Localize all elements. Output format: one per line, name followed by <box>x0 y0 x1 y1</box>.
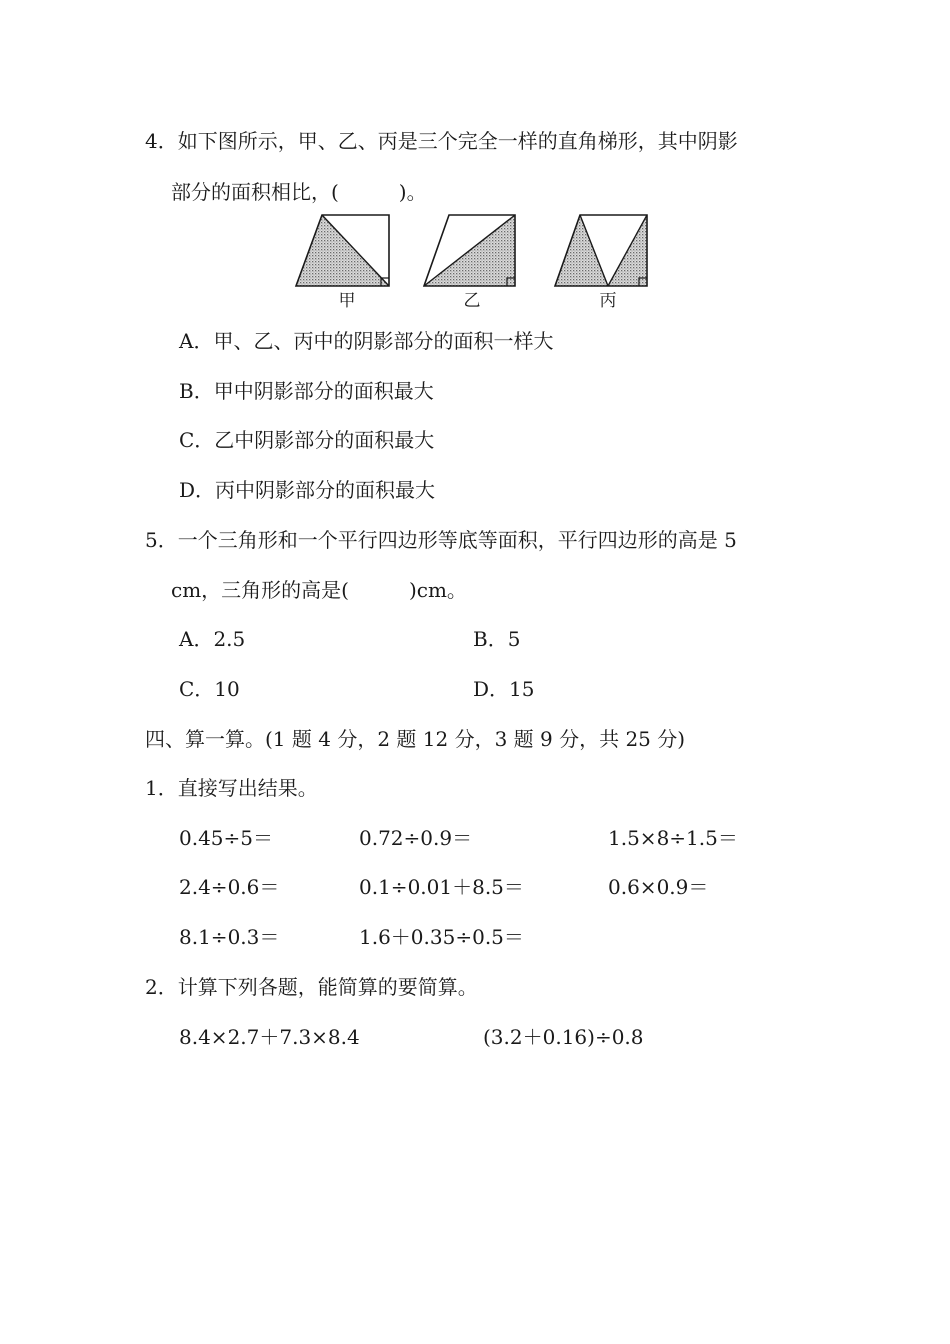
q4-option-b[interactable]: B．甲中阴影部分的面积最大 <box>179 379 434 403</box>
calc-item: 2.4÷0.6＝ <box>179 875 280 899</box>
figure-label-yi: 乙 <box>463 291 481 311</box>
calc-item: 8.1÷0.3＝ <box>179 925 280 949</box>
q5-option-d[interactable]: D．15 <box>473 677 535 701</box>
calc-expression: (3.2＋0.16)÷0.8 <box>483 1025 644 1049</box>
calc-item: 1.5×8÷1.5＝ <box>608 826 738 850</box>
trapezoid-yi <box>424 215 515 311</box>
q4-option-d[interactable]: D．丙中阴影部分的面积最大 <box>179 478 436 502</box>
q5-stem-line2: cm，三角形的高是( )cm。 <box>171 578 467 602</box>
calc-item: 1.6＋0.35÷0.5＝ <box>359 925 524 949</box>
figure-label-jia: 甲 <box>338 291 356 311</box>
trapezoid-jia <box>296 215 389 311</box>
q4-stem-line1: 4．如下图所示，甲、乙、丙是三个完全一样的直角梯形，其中阴影 <box>145 129 738 153</box>
q4-option-a[interactable]: A．甲、乙、丙中的阴影部分的面积一样大 <box>179 329 554 353</box>
section-4-title: 四、算一算。(1 题 4 分，2 题 12 分，3 题 9 分，共 25 分) <box>145 727 686 751</box>
figure-label-bing: 丙 <box>599 291 617 311</box>
q5-option-c[interactable]: C．10 <box>179 677 240 701</box>
q4-stem-line2: 部分的面积相比，( )。 <box>171 180 427 204</box>
calc-item: 0.72÷0.9＝ <box>359 826 473 850</box>
s4-q1-title: 1．直接写出结果。 <box>145 776 318 800</box>
trapezoid-bing <box>555 215 647 311</box>
shaded-triangle-bing-left <box>555 215 608 286</box>
calc-item: 0.6×0.9＝ <box>608 875 709 899</box>
calc-item: 0.1÷0.01＋8.5＝ <box>359 875 524 899</box>
calc-expression: 8.4×2.7＋7.3×8.4 <box>179 1025 360 1049</box>
q4-option-c[interactable]: C．乙中阴影部分的面积最大 <box>179 428 435 452</box>
calc-item: 0.45÷5＝ <box>179 826 274 850</box>
s4-q2-title: 2．计算下列各题，能简算的要简算。 <box>145 975 478 999</box>
q5-option-b[interactable]: B．5 <box>473 627 521 651</box>
q5-option-a[interactable]: A．2.5 <box>179 627 246 651</box>
shaded-triangle-jia <box>296 215 389 286</box>
q5-stem-line1: 5．一个三角形和一个平行四边形等底等面积，平行四边形的高是 5 <box>145 528 737 552</box>
